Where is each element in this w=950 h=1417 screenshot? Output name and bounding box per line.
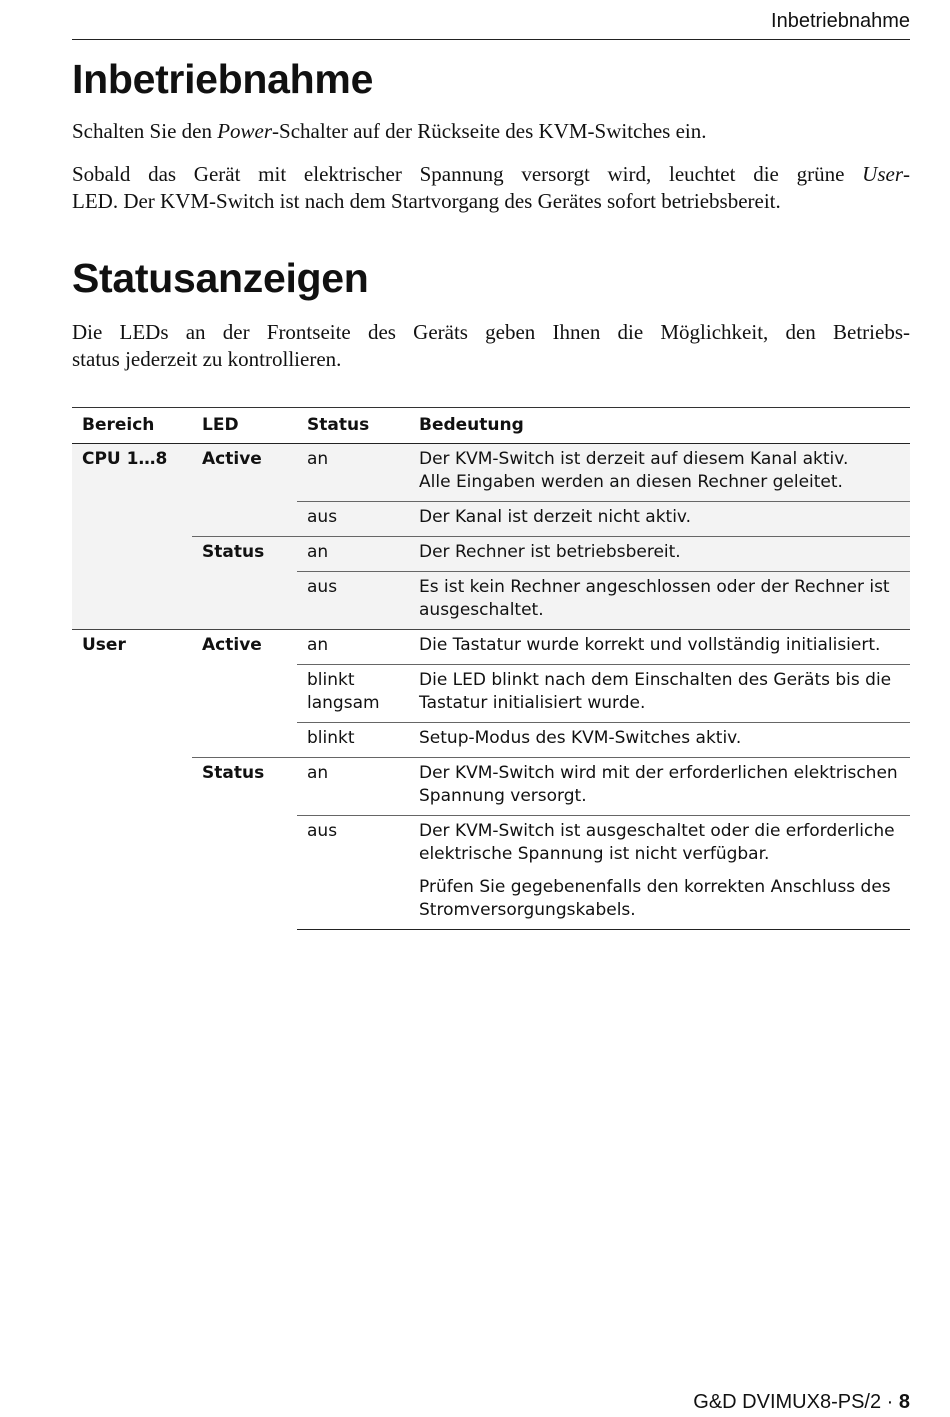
meaning-note: Prüfen Sie gegebenenfalls den korrekten Anschluss des Stromversorgungskabels.: [419, 877, 891, 920]
cell-meaning: Der Kanal ist derzeit nicht aktiv.: [409, 502, 910, 537]
cell-status: aus: [297, 816, 409, 930]
heading-inbetriebnahme: Inbetriebnahme: [72, 56, 374, 102]
cell-bereich-user: User: [72, 630, 192, 930]
meaning-line: Der KVM-Switch ist derzeit auf diesem Kanal aktiv.: [419, 449, 849, 469]
paragraph-power-switch: [72, 118, 910, 145]
status-table: [72, 407, 910, 930]
page-number: 8: [898, 1391, 910, 1413]
table-row: [72, 630, 910, 665]
meaning-line: Alle Eingaben werden an diesen Rechner geleitet.: [419, 472, 843, 492]
paragraph-line: LED. Der KVM-Switch ist nach dem Startvorgang des Gerätes sofort betriebsbereit.: [72, 189, 781, 213]
paragraph-line: [72, 161, 910, 188]
cell-led-status: Status: [192, 537, 297, 630]
cell-status: an: [297, 758, 409, 816]
col-header-bereich: Bereich: [72, 408, 192, 444]
status-line: blinkt: [307, 670, 355, 690]
cell-meaning: Es ist kein Rechner angeschlossen oder der Rechner ist ausgeschaltet.: [409, 572, 910, 630]
hyphen: -: [903, 162, 910, 186]
text-span: -Schalter auf der Rückseite des KVM-Switches ein.: [272, 119, 707, 143]
table-row: [72, 758, 910, 816]
paragraph-line: status jederzeit zu kontrollieren.: [72, 347, 342, 371]
page-footer: [693, 1391, 910, 1414]
col-header-led: LED: [192, 408, 297, 444]
cell-led-active: Active: [192, 630, 297, 758]
cell-status: an: [297, 630, 409, 665]
paragraph-line: Die LEDs an der Frontseite des Geräts geben Ihnen die Möglichkeit, den Betriebs-: [72, 320, 910, 344]
meaning-text: Der KVM-Switch ist ausgeschaltet oder die erforderliche elektrische Spannung ist nicht verfügbar.: [419, 821, 895, 864]
cell-status: blinkt: [297, 723, 409, 758]
running-header: [72, 0, 910, 40]
table-row: [72, 537, 910, 572]
text-span: Schalten Sie den: [72, 119, 218, 143]
table-row: [72, 444, 910, 502]
running-header-title: Inbetriebnahme: [771, 10, 910, 32]
cell-led-active: Active: [192, 444, 297, 537]
cell-status: aus: [297, 502, 409, 537]
cell-meaning: Die Tastatur wurde korrekt und vollständig initialisiert.: [409, 630, 910, 665]
cell-status: an: [297, 537, 409, 572]
cell-meaning: Setup-Modus des KVM-Switches aktiv.: [409, 723, 910, 758]
cell-meaning: [409, 444, 910, 502]
cell-meaning: Der Rechner ist betriebsbereit.: [409, 537, 910, 572]
footer-product: G&D DVIMUX8-PS/2 ·: [693, 1391, 899, 1413]
emphasis-power: Power: [217, 119, 273, 143]
cell-status: [297, 665, 409, 723]
status-line: langsam: [307, 693, 380, 713]
paragraph-status-intro: [72, 319, 910, 373]
heading-statusanzeigen: Statusanzeigen: [72, 255, 369, 301]
cell-meaning: Die LED blinkt nach dem Einschalten des Geräts bis die Tastatur initialisiert wurde.: [409, 665, 910, 723]
cell-status: an: [297, 444, 409, 502]
col-header-bedeutung: Bedeutung: [409, 408, 910, 444]
cell-status: aus: [297, 572, 409, 630]
table-header-row: [72, 408, 910, 444]
cell-bereich-cpu: CPU 1…8: [72, 444, 192, 630]
cell-led-status: Status: [192, 758, 297, 930]
paragraph-user-led: [72, 161, 910, 215]
emphasis-user: User: [862, 162, 903, 186]
cell-meaning: [409, 816, 910, 930]
col-header-status: Status: [297, 408, 409, 444]
cell-meaning: Der KVM-Switch wird mit der erforderlichen elektrischen Spannung versorgt.: [409, 758, 910, 816]
text-span: Sobald das Gerät mit elektrischer Spannung versorgt wird, leuchtet die grüne: [72, 162, 863, 186]
